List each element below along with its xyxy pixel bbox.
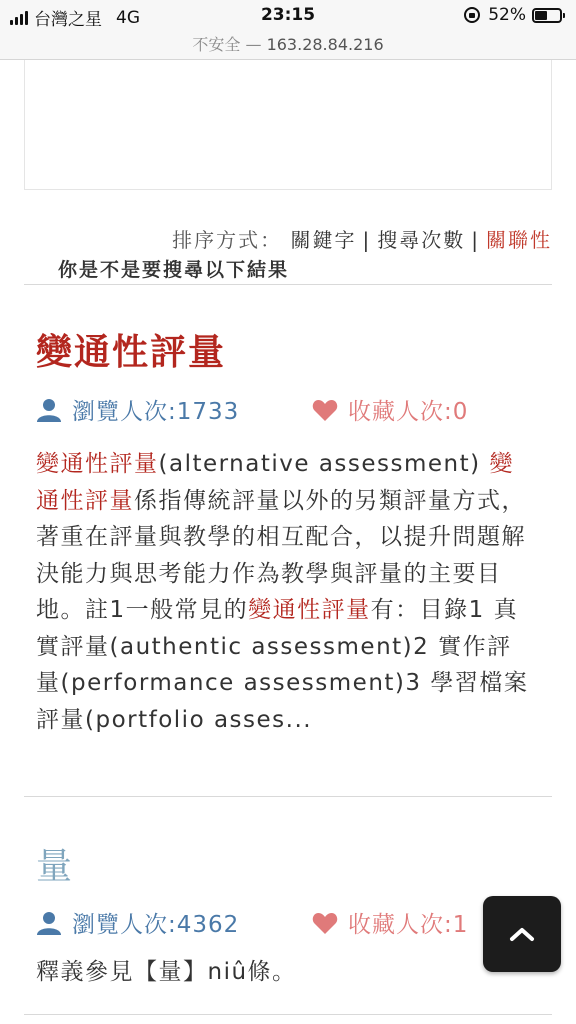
sort-option-search-count[interactable]: 搜尋次數 [377, 228, 466, 252]
description-text: (alternative assessment) [158, 451, 490, 477]
favorite-count[interactable] [312, 393, 468, 426]
result-meta [36, 906, 556, 939]
security-label: 不安全 [192, 35, 241, 54]
carrier-name: 台灣之星 [34, 10, 102, 30]
view-count-text: 瀏覽人次:1733 [72, 399, 240, 425]
sort-divider: | [471, 228, 480, 252]
back-to-top-button[interactable] [483, 896, 561, 972]
result-description [36, 446, 536, 738]
sort-options [172, 224, 552, 253]
user-icon [36, 910, 62, 936]
user-icon [36, 397, 62, 423]
battery-icon [532, 8, 562, 23]
orientation-lock-icon [464, 7, 480, 23]
divider [24, 1014, 552, 1015]
sort-divider: | [362, 228, 372, 252]
view-count-text: 瀏覽人次:4362 [72, 912, 240, 938]
network-type: 4G [116, 7, 140, 28]
view-count [36, 393, 239, 426]
result-title[interactable]: 量 [36, 846, 75, 887]
sort-label: 排序方式： [172, 228, 283, 252]
result-meta [36, 393, 556, 426]
description-text: 釋義參見【量】niû條。 [36, 959, 297, 985]
keyword-highlight: 變通性評量 [36, 451, 514, 514]
sort-option-relevance[interactable]: 關聯性 [486, 228, 552, 252]
url-host: 163.28.84.216 [266, 35, 384, 54]
suggestion-text: 你是不是要搜尋以下結果 [58, 259, 290, 281]
description-text: 係指傳統評量以外的另類評量方式，著重在評量與教學的相互配合，以提升問題解決能力與思考能力作為教學與評量的主要目地。註1一般常見的 [36, 487, 526, 623]
favorite-count-text: 收藏人次:1 [348, 912, 469, 938]
battery-percent: 52% [488, 5, 526, 25]
url-separator: — [240, 35, 267, 54]
favorite-count[interactable] [312, 906, 468, 939]
keyword-highlight: 變通性評量 [36, 451, 159, 477]
sort-option-keyword[interactable]: 關鍵字 [290, 228, 357, 252]
heart-icon [312, 398, 338, 422]
divider [24, 284, 552, 285]
heart-icon [312, 911, 338, 935]
url-bar[interactable] [0, 32, 576, 60]
keyword-highlight: 變通性評量 [248, 597, 371, 623]
ad-placeholder [24, 60, 552, 190]
clock: 23:15 [260, 5, 316, 25]
favorite-count-text: 收藏人次:0 [348, 399, 469, 425]
status-bar [0, 0, 576, 32]
view-count [36, 906, 239, 939]
chevron-up-icon [509, 926, 535, 942]
result-description [36, 954, 536, 991]
description-text: 有：目錄1 真實評量(authentic assessment)2 實作評量(performance assessment)3 學習檔案評量(portfolio asses... [36, 597, 529, 733]
result-title[interactable]: 變通性評量 [36, 332, 227, 373]
divider [24, 796, 552, 797]
